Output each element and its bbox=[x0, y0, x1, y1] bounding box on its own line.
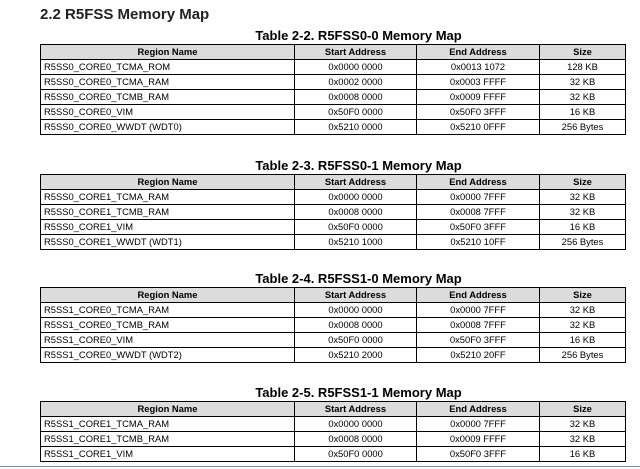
table-caption: Table 2-3. R5FSS0-1 Memory Map bbox=[255, 158, 462, 173]
end-address-cell: 0x0009 FFFF bbox=[417, 432, 540, 447]
size-cell: 32 KB bbox=[540, 303, 626, 318]
header-end-address: End Address bbox=[417, 45, 540, 60]
memory-map-table-r5fss1-0 bbox=[40, 271, 625, 363]
size-cell: 256 Bytes bbox=[540, 120, 626, 135]
header-region-name: Region Name bbox=[41, 175, 295, 190]
table-caption: Table 2-5. R5FSS1-1 Memory Map bbox=[255, 385, 462, 400]
header-row bbox=[41, 45, 626, 60]
memory-map-table bbox=[40, 287, 626, 363]
end-address-cell: 0x0008 7FFF bbox=[417, 318, 540, 333]
memory-map-table-r5fss0-1 bbox=[40, 158, 625, 250]
table-row bbox=[41, 432, 626, 447]
header-start-address: Start Address bbox=[295, 175, 417, 190]
table-caption: Table 2-2. R5FSS0-0 Memory Map bbox=[255, 28, 462, 43]
header-size: Size bbox=[540, 402, 626, 417]
start-address-cell: 0x0008 0000 bbox=[295, 432, 417, 447]
table-row bbox=[41, 60, 626, 75]
table-row bbox=[41, 348, 626, 363]
region-name-cell: R5SS0_CORE0_TCMA_ROM bbox=[41, 60, 295, 75]
start-address-cell: 0x50F0 0000 bbox=[295, 447, 417, 462]
table-row bbox=[41, 75, 626, 90]
start-address-cell: 0x50F0 0000 bbox=[295, 105, 417, 120]
memory-map-table-r5fss0-0 bbox=[40, 28, 625, 135]
table-row bbox=[41, 120, 626, 135]
window-bottom-border bbox=[0, 466, 640, 467]
table-row bbox=[41, 205, 626, 220]
size-cell: 32 KB bbox=[540, 90, 626, 105]
region-name-cell: R5SS1_CORE0_TCMA_RAM bbox=[41, 303, 295, 318]
start-address-cell: 0x0000 0000 bbox=[295, 60, 417, 75]
header-region-name: Region Name bbox=[41, 402, 295, 417]
start-address-cell: 0x5210 2000 bbox=[295, 348, 417, 363]
region-name-cell: R5SS0_CORE0_VIM bbox=[41, 105, 295, 120]
start-address-cell: 0x0000 0000 bbox=[295, 190, 417, 205]
table-row bbox=[41, 90, 626, 105]
start-address-cell: 0x0000 0000 bbox=[295, 417, 417, 432]
region-name-cell: R5SS1_CORE1_TCMA_RAM bbox=[41, 417, 295, 432]
size-cell: 32 KB bbox=[540, 432, 626, 447]
table-caption: Table 2-4. R5FSS1-0 Memory Map bbox=[255, 271, 462, 286]
header-region-name: Region Name bbox=[41, 45, 295, 60]
size-cell: 16 KB bbox=[540, 447, 626, 462]
end-address-cell: 0x50F0 3FFF bbox=[417, 447, 540, 462]
start-address-cell: 0x50F0 0000 bbox=[295, 220, 417, 235]
start-address-cell: 0x0008 0000 bbox=[295, 205, 417, 220]
end-address-cell: 0x50F0 3FFF bbox=[417, 333, 540, 348]
region-name-cell: R5SS0_CORE0_WWDT (WDT0) bbox=[41, 120, 295, 135]
start-address-cell: 0x50F0 0000 bbox=[295, 333, 417, 348]
end-address-cell: 0x5210 20FF bbox=[417, 348, 540, 363]
region-name-cell: R5SS1_CORE0_VIM bbox=[41, 333, 295, 348]
header-row bbox=[41, 288, 626, 303]
header-start-address: Start Address bbox=[295, 402, 417, 417]
end-address-cell: 0x0000 7FFF bbox=[417, 190, 540, 205]
start-address-cell: 0x0002 0000 bbox=[295, 75, 417, 90]
end-address-cell: 0x0013 1072 bbox=[417, 60, 540, 75]
region-name-cell: R5SS0_CORE0_TCMB_RAM bbox=[41, 90, 295, 105]
size-cell: 16 KB bbox=[540, 333, 626, 348]
end-address-cell: 0x5210 0FFF bbox=[417, 120, 540, 135]
table-row bbox=[41, 190, 626, 205]
end-address-cell: 0x5210 10FF bbox=[417, 235, 540, 250]
region-name-cell: R5SS1_CORE1_TCMB_RAM bbox=[41, 432, 295, 447]
start-address-cell: 0x0000 0000 bbox=[295, 303, 417, 318]
table-row bbox=[41, 303, 626, 318]
region-name-cell: R5SS0_CORE1_VIM bbox=[41, 220, 295, 235]
size-cell: 32 KB bbox=[540, 417, 626, 432]
header-row bbox=[41, 175, 626, 190]
header-end-address: End Address bbox=[417, 288, 540, 303]
table-row bbox=[41, 417, 626, 432]
size-cell: 256 Bytes bbox=[540, 348, 626, 363]
table-row bbox=[41, 220, 626, 235]
size-cell: 256 Bytes bbox=[540, 235, 626, 250]
size-cell: 32 KB bbox=[540, 318, 626, 333]
table-row bbox=[41, 318, 626, 333]
region-name-cell: R5SS1_CORE0_WWDT (WDT2) bbox=[41, 348, 295, 363]
size-cell: 16 KB bbox=[540, 220, 626, 235]
header-end-address: End Address bbox=[417, 402, 540, 417]
header-row bbox=[41, 402, 626, 417]
region-name-cell: R5SS0_CORE0_TCMA_RAM bbox=[41, 75, 295, 90]
start-address-cell: 0x0008 0000 bbox=[295, 318, 417, 333]
table-row bbox=[41, 235, 626, 250]
end-address-cell: 0x0000 7FFF bbox=[417, 303, 540, 318]
region-name-cell: R5SS0_CORE1_TCMA_RAM bbox=[41, 190, 295, 205]
size-cell: 128 KB bbox=[540, 60, 626, 75]
start-address-cell: 0x5210 1000 bbox=[295, 235, 417, 250]
size-cell: 32 KB bbox=[540, 190, 626, 205]
header-size: Size bbox=[540, 288, 626, 303]
table-row bbox=[41, 333, 626, 348]
region-name-cell: R5SS1_CORE0_TCMB_RAM bbox=[41, 318, 295, 333]
end-address-cell: 0x50F0 3FFF bbox=[417, 220, 540, 235]
size-cell: 32 KB bbox=[540, 205, 626, 220]
end-address-cell: 0x0009 FFFF bbox=[417, 90, 540, 105]
header-start-address: Start Address bbox=[295, 288, 417, 303]
start-address-cell: 0x0008 0000 bbox=[295, 90, 417, 105]
end-address-cell: 0x50F0 3FFF bbox=[417, 105, 540, 120]
size-cell: 32 KB bbox=[540, 75, 626, 90]
memory-map-table bbox=[40, 44, 626, 135]
memory-map-table-r5fss1-1 bbox=[40, 385, 625, 462]
end-address-cell: 0x0008 7FFF bbox=[417, 205, 540, 220]
start-address-cell: 0x5210 0000 bbox=[295, 120, 417, 135]
end-address-cell: 0x0003 FFFF bbox=[417, 75, 540, 90]
header-end-address: End Address bbox=[417, 175, 540, 190]
region-name-cell: R5SS0_CORE1_TCMB_RAM bbox=[41, 205, 295, 220]
header-size: Size bbox=[540, 45, 626, 60]
end-address-cell: 0x0000 7FFF bbox=[417, 417, 540, 432]
region-name-cell: R5SS0_CORE1_WWDT (WDT1) bbox=[41, 235, 295, 250]
region-name-cell: R5SS1_CORE1_VIM bbox=[41, 447, 295, 462]
section-title: 2.2 R5FSS Memory Map bbox=[40, 6, 210, 23]
table-row bbox=[41, 105, 626, 120]
table-row bbox=[41, 447, 626, 462]
size-cell: 16 KB bbox=[540, 105, 626, 120]
header-start-address: Start Address bbox=[295, 45, 417, 60]
header-region-name: Region Name bbox=[41, 288, 295, 303]
memory-map-table bbox=[40, 401, 626, 462]
memory-map-table bbox=[40, 174, 626, 250]
header-size: Size bbox=[540, 175, 626, 190]
